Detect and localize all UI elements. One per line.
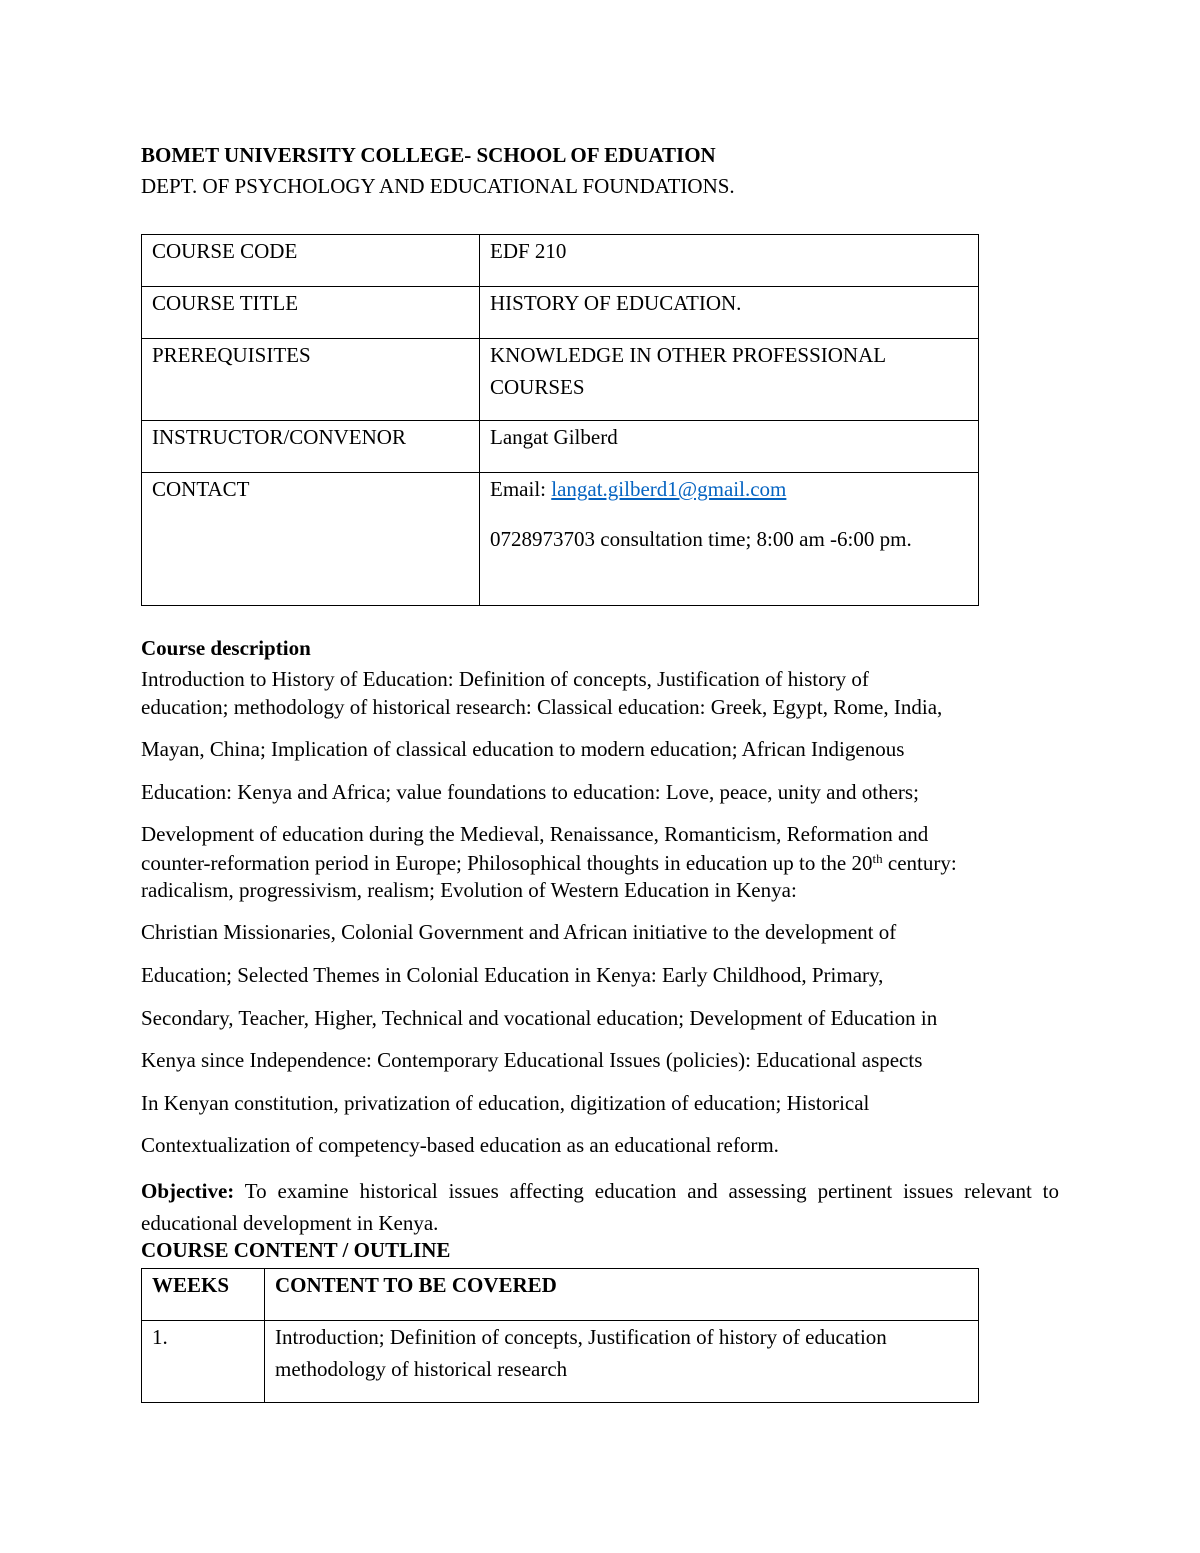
table-row — [142, 1321, 979, 1403]
description-line — [141, 851, 957, 876]
email-prefix: Email: — [490, 477, 552, 501]
weeks-column-header: WEEKS — [142, 1269, 265, 1321]
course-info-table — [141, 234, 979, 606]
prerequisites-value — [480, 339, 979, 421]
description-line: Mayan, China; Implication of classical education to modern education; African Indigenous — [141, 737, 905, 761]
superscript-th: th — [872, 851, 883, 866]
description-line-text: century: — [882, 851, 957, 875]
course-code-value: EDF 210 — [480, 235, 979, 287]
description-line: education; methodology of historical research: Classical education: Greek, Egypt, Rome, India, — [141, 695, 943, 719]
description-heading: Course description — [141, 636, 311, 660]
description-line: Secondary, Teacher, Higher, Technical and vocational education; Development of Education in — [141, 1006, 938, 1030]
course-code-label: COURSE CODE — [142, 235, 480, 287]
course-outline-table — [141, 1268, 979, 1403]
description-line: In Kenyan constitution, privatization of education, digitization of education; Historical — [141, 1091, 870, 1115]
description-line: radicalism, progressivism, realism; Evolution of Western Education in Kenya: — [141, 878, 797, 902]
description-line-text: counter-reformation period in Europe; Philosophical thoughts in education up to the 20 — [141, 851, 873, 875]
course-title-value: HISTORY OF EDUCATION. — [480, 287, 979, 339]
course-code-row — [142, 235, 979, 287]
description-line: Kenya since Independence: Contemporary Educational Issues (policies): Educational aspects — [141, 1048, 923, 1072]
university-heading: BOMET UNIVERSITY COLLEGE- SCHOOL OF EDUATION — [141, 143, 716, 167]
description-line: Contextualization of competency-based education as an educational reform. — [141, 1133, 779, 1157]
week-number: 1. — [142, 1321, 265, 1403]
description-line: Christian Missionaries, Colonial Government and African initiative to the development of — [141, 920, 897, 944]
contact-value — [480, 473, 979, 606]
outline-heading: COURSE CONTENT / OUTLINE — [141, 1238, 451, 1262]
course-title-row — [142, 287, 979, 339]
objective-paragraph — [141, 1175, 1059, 1239]
contact-phone: 0728973703 consultation time; 8:00 am -6:00 pm. — [490, 527, 912, 551]
instructor-row — [142, 421, 979, 473]
week-content — [265, 1321, 979, 1403]
objective-text: To examine historical issues affecting education and assessing pertinent issues relevant to educational development in Kenya. — [141, 1179, 1059, 1235]
description-line: Introduction to History of Education: Definition of concepts, Justification of history of — [141, 667, 869, 691]
contact-email-line — [490, 473, 978, 505]
contact-label: CONTACT — [142, 473, 480, 606]
week-content-line1: Introduction; Definition of concepts, Justification of history of education — [275, 1325, 887, 1349]
instructor-label: INSTRUCTOR/CONVENOR — [142, 421, 480, 473]
objective-label: Objective: — [141, 1179, 235, 1203]
prerequisites-value-line1: KNOWLEDGE IN OTHER PROFESSIONAL — [490, 343, 887, 367]
prerequisites-row — [142, 339, 979, 421]
prerequisites-value-line2: COURSES — [490, 375, 585, 399]
instructor-value: Langat Gilberd — [480, 421, 979, 473]
email-link[interactable]: langat.gilberd1@gmail.com — [551, 477, 787, 501]
description-line: Education: Kenya and Africa; value foundations to education: Love, peace, unity and others; — [141, 780, 919, 804]
department-heading: DEPT. OF PSYCHOLOGY AND EDUCATIONAL FOUNDATIONS. — [141, 174, 735, 198]
course-title-label: COURSE TITLE — [142, 287, 480, 339]
description-line: Development of education during the Medieval, Renaissance, Romanticism, Reformation and — [141, 822, 929, 846]
outline-header-row — [142, 1269, 979, 1321]
prerequisites-label: PREREQUISITES — [142, 339, 480, 421]
description-line: Education; Selected Themes in Colonial Education in Kenya: Early Childhood, Primary, — [141, 963, 884, 987]
contact-row — [142, 473, 979, 606]
content-column-header: CONTENT TO BE COVERED — [265, 1269, 979, 1321]
week-content-line2: methodology of historical research — [275, 1357, 568, 1381]
